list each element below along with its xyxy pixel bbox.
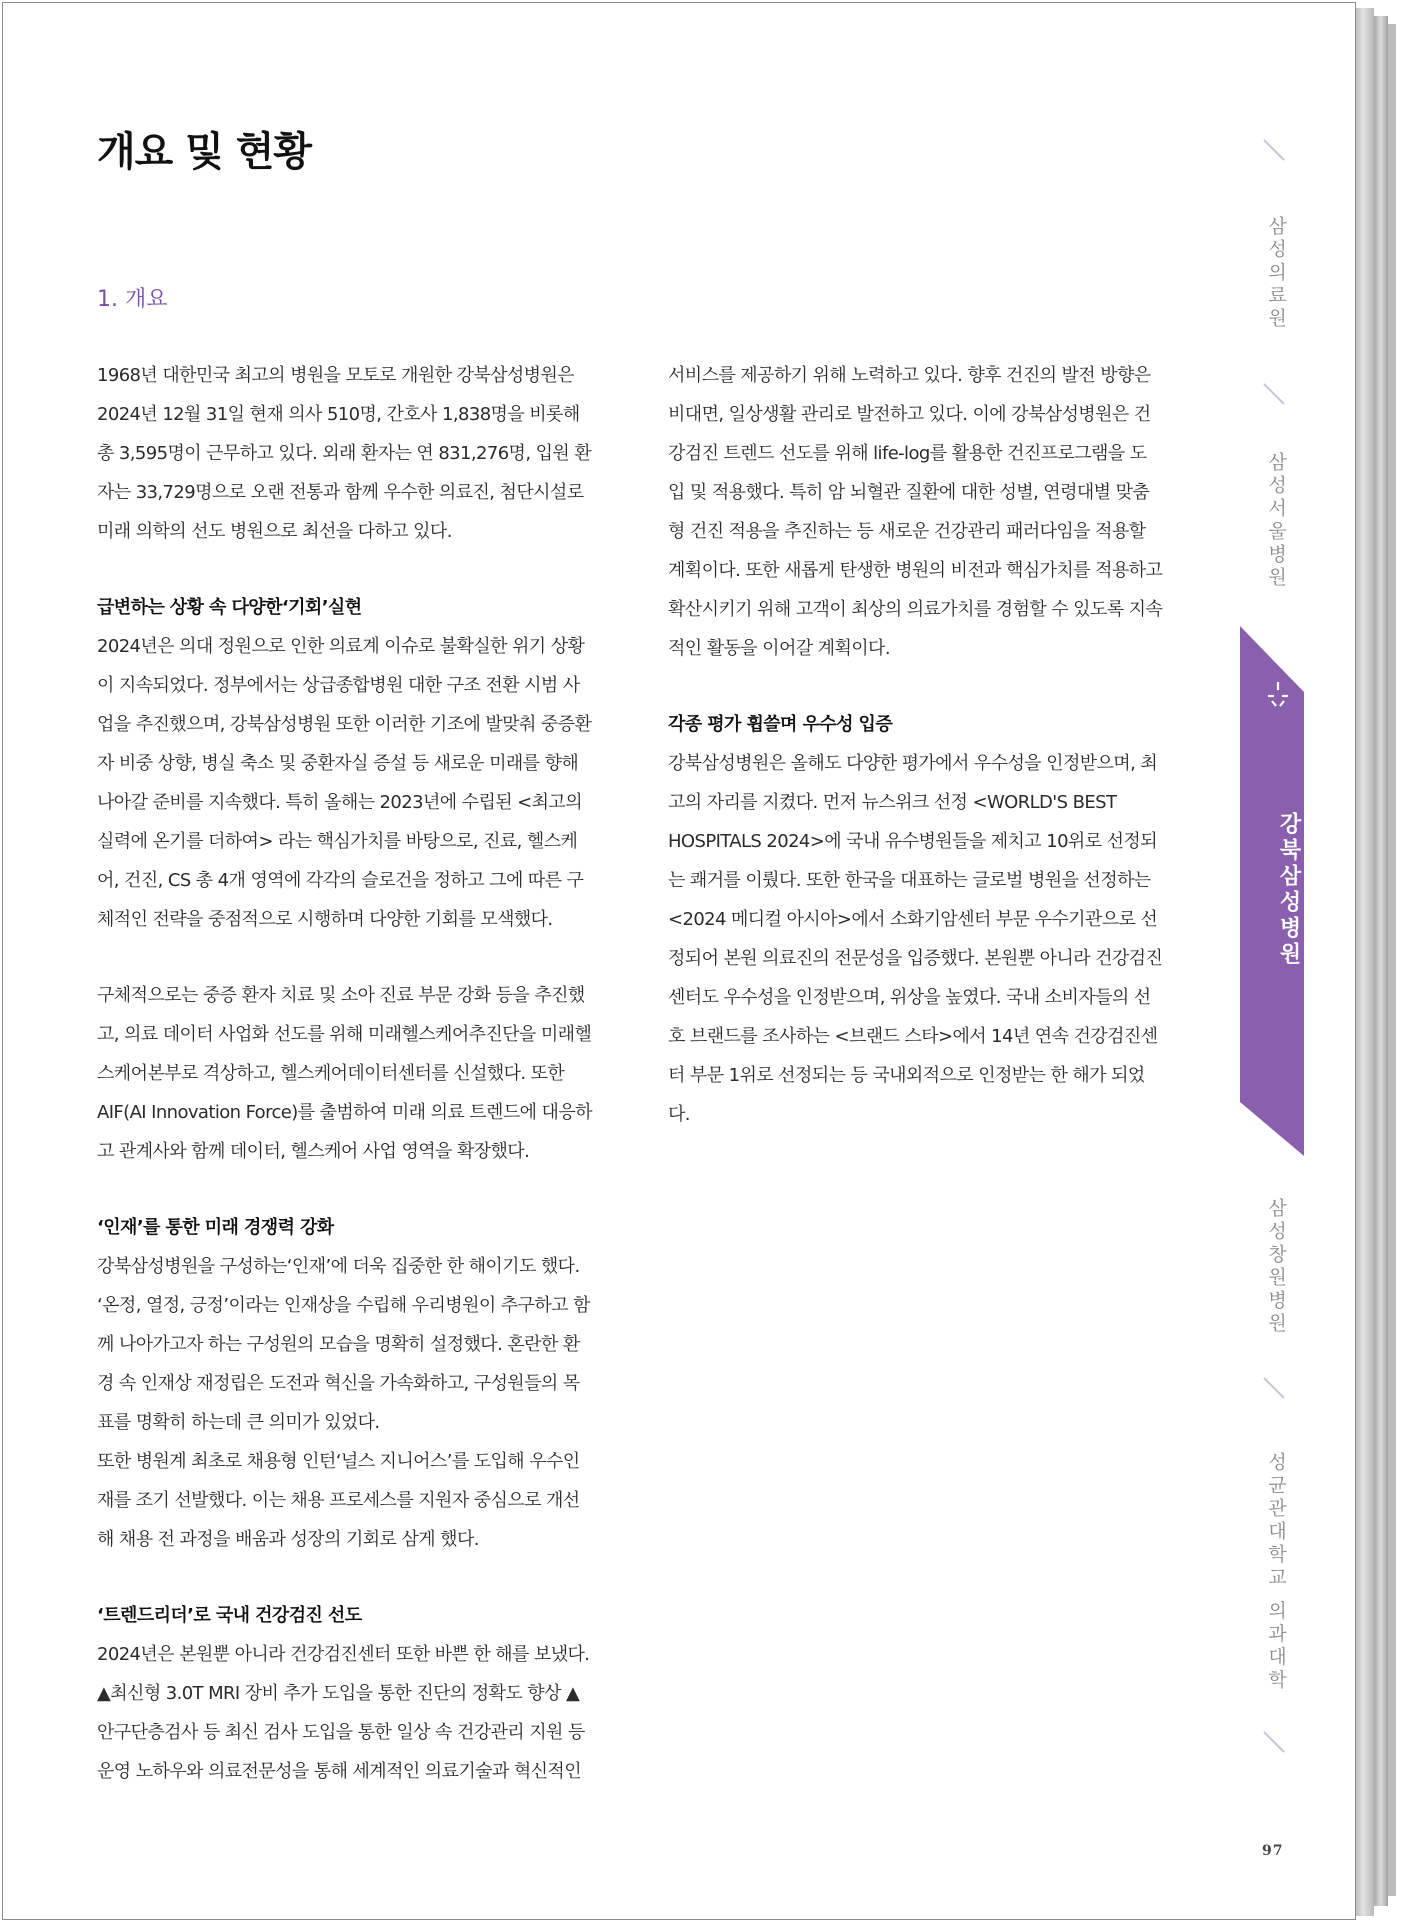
subheading-evaluation: 각종 평가 휩쓸며 우수성 입증 xyxy=(668,714,893,735)
paragraph: 2024년은 본원뿐 아니라 건강검진센터 또한 바쁜 한 해를 보냈다. ▲최신형 3.0T MRI 장비 추가 도입을 통한 진단의 정확도 향상 ▲안구단층검사 등 최신 검사 도입을 통한 일상 속 건강관리 지원 등 운영 노하우와 의료전문성을 통해 세계적인 의료기술과 혁신적인 xyxy=(97,1644,590,1782)
section-heading: 1. 개요 xyxy=(97,287,168,312)
page-stack-edge xyxy=(1374,16,1388,1906)
side-tab-samsung-changwon-hospital[interactable]: 삼성창원병원 xyxy=(1265,1198,1287,1336)
side-tab-skku-medical-school[interactable]: 성균관대학교 의과대학 xyxy=(1265,1452,1287,1693)
subheading-opportunity: 급변하는 상황 속 다양한‘기회’실현 xyxy=(97,597,362,618)
divider-slash-icon xyxy=(1262,138,1286,162)
subheading-trend-leader: ‘트렌드리더’로 국내 건강검진 선도 xyxy=(97,1605,362,1626)
side-tab-samsung-medical-center[interactable]: 삼성의료원 xyxy=(1265,216,1287,331)
paragraph: 구체적으로는 중증 환자 치료 및 소아 진료 부문 강화 등을 추진했고, 의료 데이터 사업화 선도를 위해 미래헬스케어추진단을 미래헬스케어본부로 격상하고, 헬스케어데이터센터를 신설했다. 또한 AIF(AI Innovation Force)를 출범하여 미래 의료 트렌드에 대응하고 관계사와 함께 데이터, 헬스케어 사업 영역을 확장했다. xyxy=(97,985,592,1162)
subheading-talent: ‘인재’를 통한 미래 경쟁력 강화 xyxy=(97,1217,334,1238)
divider-slash-icon xyxy=(1262,1730,1286,1754)
paragraph: 2024년은 의대 정원으로 인한 의료계 이슈로 불확실한 위기 상황이 지속되었다. 정부에서는 상급종합병원 대한 구조 전환 시범 사업을 추진했으며, 강북삼성병원 또한 이러한 기조에 발맞춰 중증환자 비중 상향, 병실 축소 및 중환자실 증설 등 새로운 미래를 향해 나아갈 준비를 지속했다. 특히 올해는 2023년에 수립된 <최고의 실력에 온기를 더하여> 라는 핵심가치를 바탕으로, 진료, 헬스케어, 건진, CS 총 4개 영역에 각각의 슬로건을 정하고 그에 따른 구체적인 전략을 중점적으로 시행하며 다양한 기회를 모색했다. xyxy=(97,636,592,930)
side-tab-samsung-seoul-hospital[interactable]: 삼성서울병원 xyxy=(1265,452,1287,590)
paragraph: 강북삼성병원을 구성하는‘인재’에 더욱 집중한 한 해이기도 했다. ‘온정, 열정, 긍정’이라는 인재상을 수립해 우리병원이 추구하고 함께 나아가고자 하는 구성원의 모습을 명확히 설정했다. 혼란한 환경 속 인재상 재정립은 도전과 혁신을 가속화하고, 구성원들의 목표를 명확히 하는데 큰 의미가 있었다. xyxy=(97,1256,590,1433)
paragraph: 서비스를 제공하기 위해 노력하고 있다. 향후 건진의 발전 방향은 비대면, 일상생활 관리로 발전하고 있다. 이에 강북삼성병원은 건강검진 트렌드 선도를 위해 life-log를 활용한 건진프로그램을 도입 및 적용했다. 특히 암 뇌혈관 질환에 대한 성별, 연령대별 맞춤형 건진 적용을 추진하는 등 새로운 건강관리 패러다임을 적용할 계획이다. 또한 새롭게 탄생한 병원의 비전과 핵심가치를 적용하고 확산시키기 위해 고객이 최상의 의료가치를 경험할 수 있도록 지속적인 활동을 이어갈 계획이다. xyxy=(668,365,1163,659)
right-column xyxy=(668,356,1163,1134)
page-number: 97 xyxy=(1262,1843,1284,1859)
divider-slash-icon xyxy=(1262,382,1286,406)
paragraph: 또한 병원계 최초로 채용형 인턴‘널스 지니어스’를 도입해 우수인재를 조기 선발했다. 이는 채용 프로세스를 지원자 중심으로 개선해 채용 전 과정을 배움과 성장의 기회로 삼게 했다. xyxy=(97,1451,580,1550)
divider-slash-icon xyxy=(1262,1376,1286,1400)
page-title: 개요 및 현황 xyxy=(97,129,312,175)
left-column xyxy=(97,356,592,1791)
page-stack-edge xyxy=(1388,24,1396,1896)
page-stack-edge xyxy=(1356,8,1374,1916)
side-tab-kangbuk-samsung-hospital[interactable]: 강북삼성병원 xyxy=(1276,812,1301,968)
paragraph: 강북삼성병원은 올해도 다양한 평가에서 우수성을 인정받으며, 최고의 자리를 지켰다. 먼저 뉴스위크 선정 <WORLD'S BEST HOSPITALS 2024>에 국내 유수병원들을 제치고 10위로 선정되는 쾌거를 이뤘다. 또한 한국을 대표하는 글로벌 병원을 선정하는 <2024 메디컬 아시아>에서 소화기암센터 부문 우수기관으로 선정되어 본원 의료진의 전문성을 입증했다. 본원뿐 아니라 건강검진센터도 우수성을 인정받으며, 위상을 높였다. 국내 소비자들의 선호 브랜드를 조사하는 <브랜드 스타>에서 14년 연속 건강검진센터 부문 1위로 선정되는 등 국내외적으로 인정받는 한 해가 되었다. xyxy=(668,753,1163,1125)
intro-paragraph: 1968년 대한민국 최고의 병원을 모토로 개원한 강북삼성병원은 2024년 12월 31일 현재 의사 510명, 간호사 1,838명을 비롯해 총 3,595명이 근무하고 있다. 외래 환자는 연 831,276명, 입원 환자는 33,729명으로 오랜 전통과 함께 우수한 의료진, 첨단시설로 미래 의학의 선도 병원으로 최선을 다하고 있다. xyxy=(97,365,592,542)
